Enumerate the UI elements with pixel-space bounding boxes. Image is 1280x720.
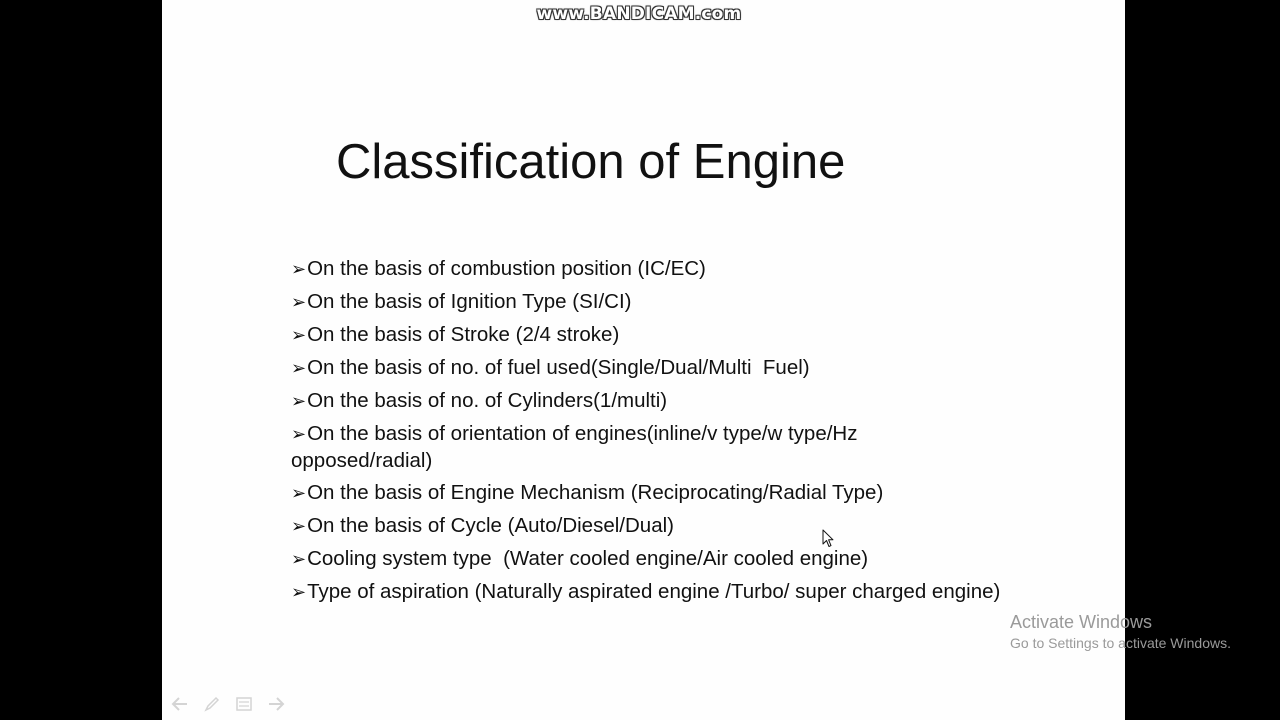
arrow-bullet-icon: ➢ <box>291 358 307 379</box>
arrow-bullet-icon: ➢ <box>291 391 307 412</box>
list-item <box>291 256 1001 283</box>
arrow-bullet-icon: ➢ <box>291 516 307 537</box>
recorder-watermark: www.BANDICAM.com <box>536 4 742 24</box>
activate-windows-subtitle: Go to Settings to activate Windows. <box>1010 635 1231 651</box>
bullet-text: On the basis of no. of Cylinders(1/multi) <box>307 389 668 412</box>
list-item <box>291 421 1001 474</box>
slideshow-toolbar <box>170 694 286 714</box>
arrow-bullet-icon: ➢ <box>291 292 307 313</box>
activate-windows-notice <box>1010 611 1231 653</box>
bullet-text: On the basis of no. of fuel used(Single/Dual/Multi Fuel) <box>307 356 810 379</box>
bullet-text: On the basis of Engine Mechanism (Reciprocating/Radial Type) <box>307 481 884 504</box>
bullet-text: Type of aspiration (Naturally aspirated engine /Turbo/ super charged engine) <box>307 580 1001 603</box>
list-item <box>291 546 1001 573</box>
bullet-text: On the basis of Cycle (Auto/Diesel/Dual) <box>307 514 674 537</box>
arrow-bullet-icon: ➢ <box>291 549 307 570</box>
arrow-bullet-icon: ➢ <box>291 325 307 346</box>
list-item <box>291 322 1001 349</box>
arrow-left-icon[interactable] <box>170 695 190 713</box>
list-item <box>291 355 1001 382</box>
list-item <box>291 513 1001 540</box>
arrow-right-icon[interactable] <box>266 695 286 713</box>
arrow-bullet-icon: ➢ <box>291 582 307 603</box>
bullet-text: On the basis of combustion position (IC/EC) <box>307 257 706 280</box>
bullet-text: On the basis of Ignition Type (SI/CI) <box>307 290 632 313</box>
list-item <box>291 579 1001 606</box>
arrow-bullet-icon: ➢ <box>291 424 307 445</box>
pen-icon[interactable] <box>202 695 222 713</box>
activate-windows-title: Activate Windows <box>1010 612 1153 632</box>
list-item <box>291 480 1001 507</box>
list-item <box>291 388 1001 415</box>
slide-menu-icon[interactable] <box>234 695 254 713</box>
list-item <box>291 289 1001 316</box>
bullet-list <box>291 256 1001 612</box>
arrow-bullet-icon: ➢ <box>291 259 307 280</box>
slide-title: Classification of Engine <box>336 135 846 189</box>
bullet-text: On the basis of Stroke (2/4 stroke) <box>307 323 620 346</box>
bullet-text: On the basis of orientation of engines(inline/v type/w type/Hz opposed/radial) <box>291 422 858 472</box>
bullet-text: Cooling system type (Water cooled engine/Air cooled engine) <box>307 547 869 570</box>
arrow-bullet-icon: ➢ <box>291 483 307 504</box>
mouse-pointer-icon <box>822 529 834 548</box>
